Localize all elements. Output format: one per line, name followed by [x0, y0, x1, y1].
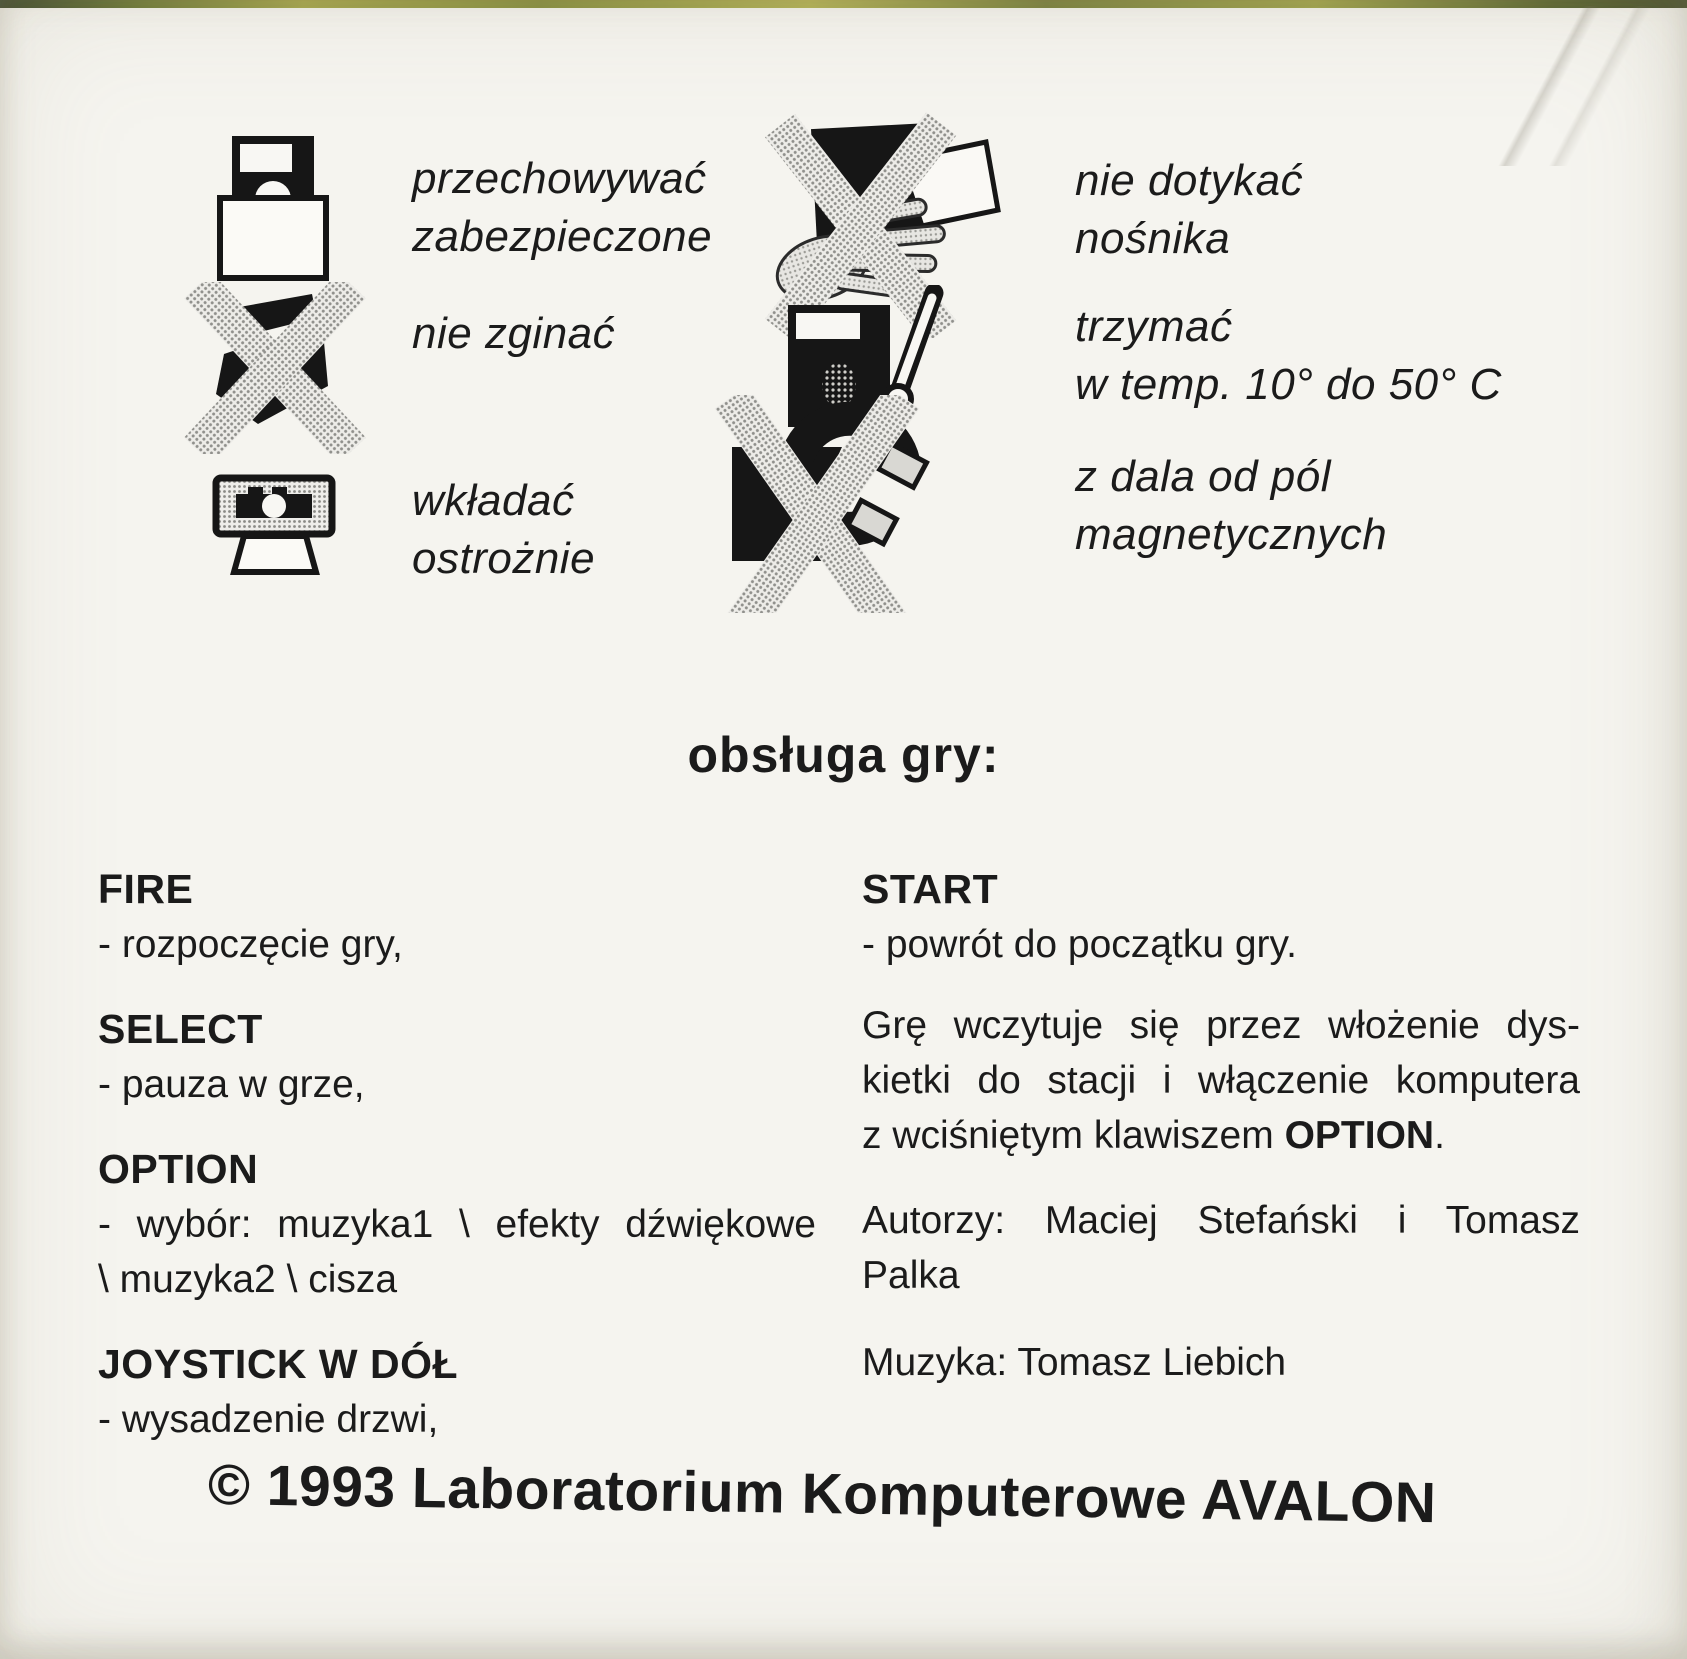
authors-credit [862, 1193, 1580, 1303]
care-label-line: nośnika [1075, 214, 1231, 263]
care-label-line: nie zginać [412, 309, 616, 358]
option-key-emphasis: OPTION [1284, 1114, 1435, 1157]
control-key: START [862, 866, 999, 912]
loading-instructions [862, 998, 1580, 1163]
paper-crease [1457, 6, 1687, 166]
care-label-line: zabezpieczone [412, 212, 713, 261]
care-label [412, 150, 712, 266]
control-key: OPTION [98, 1146, 259, 1192]
authors-line: Palka [862, 1254, 960, 1297]
control-desc: \ muzyka2 \ cisza [98, 1258, 398, 1301]
care-label [1075, 298, 1502, 414]
copyright-line: © 1993 Laboratorium Komputerowe AVALON [207, 1453, 1437, 1536]
care-label-line: przechowywać [412, 154, 707, 203]
care-label [412, 472, 595, 588]
no-magnet-icon [712, 395, 1012, 613]
control-desc: - pauza w grze, [98, 1063, 365, 1106]
care-label-line: nie dotykać [1075, 156, 1304, 205]
scan-top-edge-strip [0, 0, 1687, 8]
control-key: JOYSTICK W DÓŁ [98, 1341, 459, 1387]
care-label-line: magnetycznych [1075, 510, 1388, 559]
loading-line: kietki do stacji i włączenie komputera [862, 1059, 1580, 1102]
control-key: SELECT [98, 1006, 263, 1052]
care-label-line: z dala od pól [1075, 452, 1332, 501]
care-label [1075, 152, 1303, 268]
control-desc: - rozpoczęcie gry, [98, 923, 403, 966]
no-bend-disk-icon [172, 282, 382, 454]
control-key: FIRE [98, 866, 194, 912]
insert-carefully-icon [212, 474, 336, 578]
care-label [412, 305, 615, 363]
controls-left-column [98, 862, 816, 1447]
music-credit: Muzyka: Tomasz Liebich [862, 1341, 1287, 1384]
loading-line: z wciśniętym klawiszem OPTION. [862, 1114, 1445, 1157]
control-desc: - wysadzenie drzwi, [98, 1398, 439, 1441]
care-label-line: ostrożnie [412, 534, 596, 583]
care-label-line: trzymać [1075, 302, 1233, 351]
control-desc: - powrót do początku gry. [862, 923, 1297, 966]
care-label-line: w temp. 10° do 50° C [1075, 360, 1502, 409]
authors-line: Autorzy: Maciej Stefański i Tomasz [862, 1199, 1580, 1242]
care-label [1075, 448, 1387, 564]
control-desc: - wybór: muzyka1 \ efekty dźwiękowe [98, 1203, 816, 1246]
care-label-line: wkładać [412, 476, 575, 525]
disk-in-sleeve-icon [216, 132, 330, 282]
section-heading: obsługa gry: [687, 727, 1000, 783]
loading-line: Grę wczytuje się przez włożenie dys- [862, 1004, 1580, 1047]
controls-right-column [862, 862, 1580, 1390]
